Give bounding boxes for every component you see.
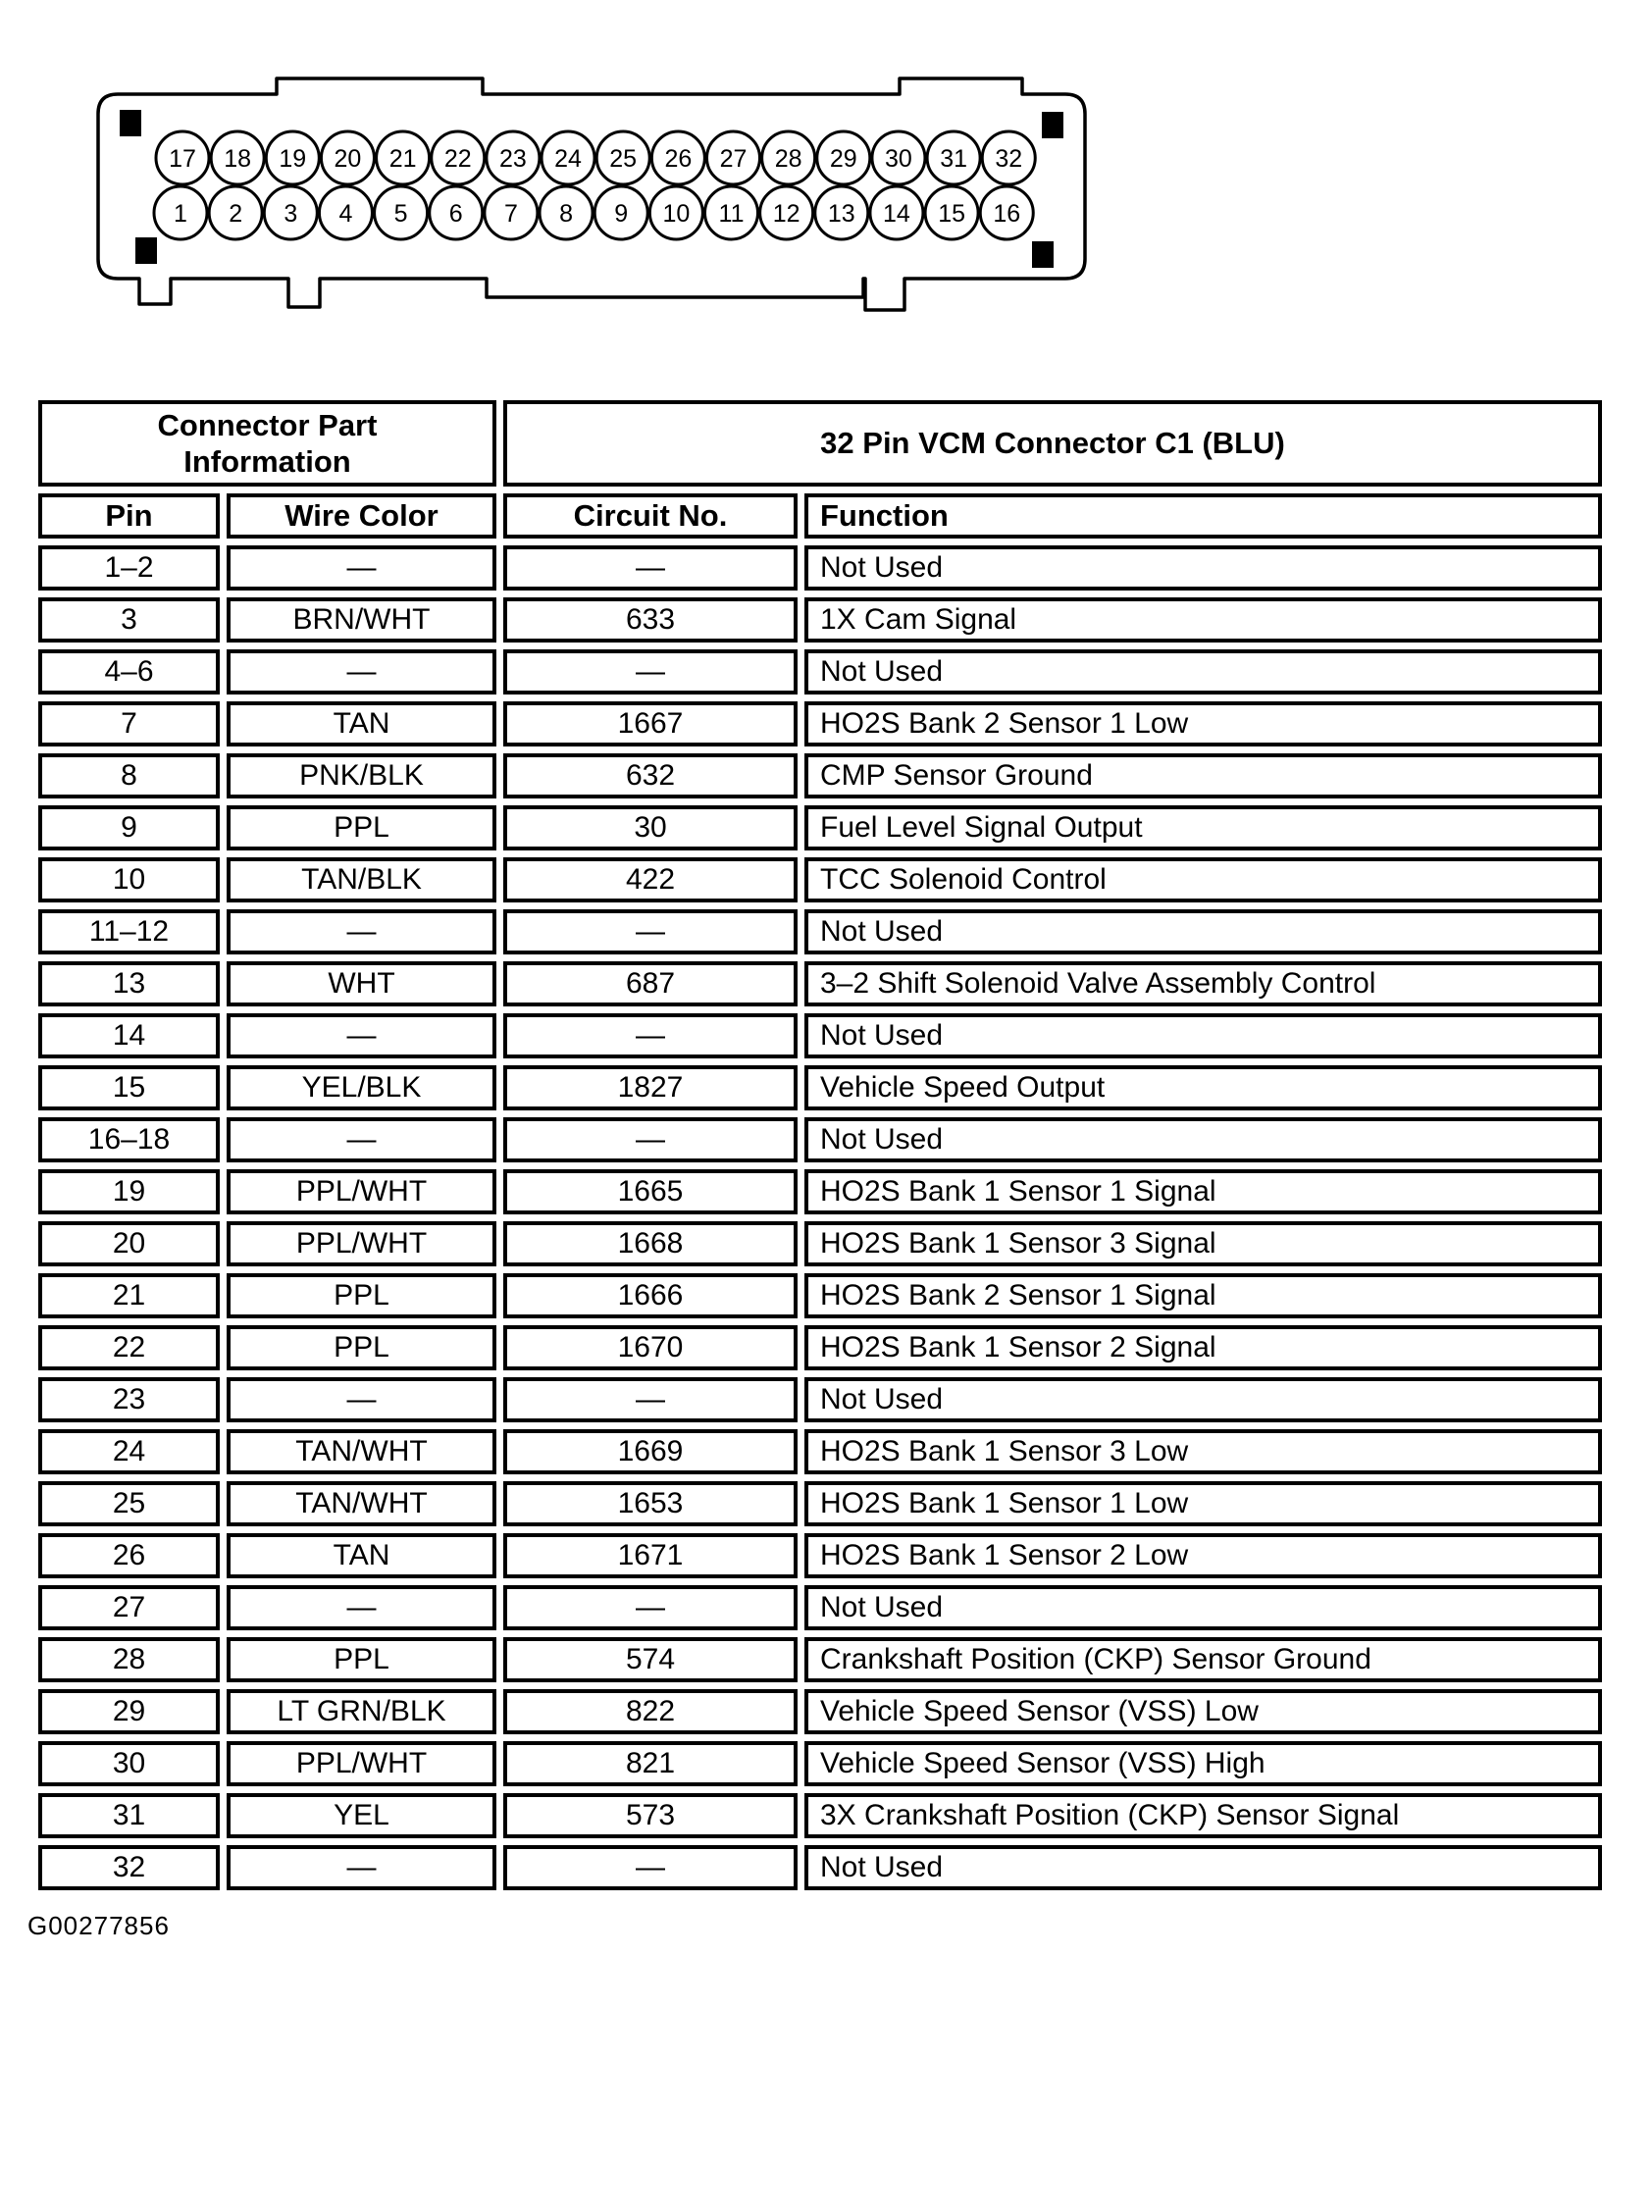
- connector-part-info-label: Connector Part Information: [157, 408, 378, 479]
- pin-cell: 22: [38, 1325, 220, 1370]
- circuit-no-cell: —: [503, 1013, 798, 1058]
- circuit-no-cell: 821: [503, 1741, 798, 1786]
- pin-number: 30: [885, 145, 912, 173]
- table-row: [38, 649, 1602, 694]
- pin-number: 12: [772, 200, 800, 228]
- circuit-no-cell: 1671: [503, 1533, 798, 1578]
- pin-number: 1: [174, 200, 187, 228]
- pin-cell: 30: [38, 1741, 220, 1786]
- pin-number: 26: [664, 145, 693, 173]
- function-cell: Not Used: [804, 1845, 1602, 1890]
- table-row: [38, 1221, 1602, 1266]
- column-header-pin: Pin: [38, 493, 220, 539]
- wire-color-cell: PPL/WHT: [227, 1741, 496, 1786]
- circuit-no-cell: —: [503, 1845, 798, 1890]
- pin-number: 22: [443, 145, 472, 173]
- pin-cell: 4–6: [38, 649, 220, 694]
- pin-cell: 1–2: [38, 545, 220, 591]
- pin-row-top: [156, 131, 1035, 184]
- function-cell: Crankshaft Position (CKP) Sensor Ground: [804, 1637, 1602, 1682]
- circuit-no-cell: 422: [503, 857, 798, 902]
- table-row: [38, 1429, 1602, 1474]
- pinout-table-body: [38, 545, 1602, 1890]
- table-row: [38, 1013, 1602, 1058]
- wire-color-cell: PPL/WHT: [227, 1169, 496, 1214]
- table-row: [38, 753, 1602, 798]
- column-header-wire-color: Wire Color: [227, 493, 496, 539]
- pin-cell: 19: [38, 1169, 220, 1214]
- pin-cell: 13: [38, 961, 220, 1006]
- column-header-row: [38, 493, 1602, 539]
- function-cell: HO2S Bank 1 Sensor 3 Low: [804, 1429, 1602, 1474]
- circuit-no-cell: 822: [503, 1689, 798, 1734]
- function-cell: HO2S Bank 1 Sensor 1 Signal: [804, 1169, 1602, 1214]
- function-cell: Not Used: [804, 1377, 1602, 1422]
- circuit-no-cell: 1669: [503, 1429, 798, 1474]
- pin-number: 15: [938, 200, 966, 228]
- pinout-table-header: [38, 400, 1602, 539]
- wire-color-cell: BRN/WHT: [227, 597, 496, 643]
- circuit-no-cell: —: [503, 909, 798, 954]
- wire-color-cell: WHT: [227, 961, 496, 1006]
- function-cell: HO2S Bank 1 Sensor 2 Signal: [804, 1325, 1602, 1370]
- table-row: [38, 1533, 1602, 1578]
- circuit-no-cell: 1667: [503, 701, 798, 746]
- table-row: [38, 1741, 1602, 1786]
- function-cell: Not Used: [804, 1585, 1602, 1630]
- wire-color-cell: PPL/WHT: [227, 1221, 496, 1266]
- function-cell: Not Used: [804, 909, 1602, 954]
- function-cell: Not Used: [804, 545, 1602, 591]
- pin-cell: 10: [38, 857, 220, 902]
- table-row: [38, 597, 1602, 643]
- column-header-function: Function: [804, 493, 1602, 539]
- pin-number: 31: [940, 145, 968, 173]
- pin-cell: 9: [38, 805, 220, 850]
- function-cell: Vehicle Speed Output: [804, 1065, 1602, 1110]
- pin-cell: 3: [38, 597, 220, 643]
- wire-color-cell: —: [227, 1845, 496, 1890]
- wire-color-cell: —: [227, 1117, 496, 1162]
- pin-number: 25: [609, 145, 638, 173]
- circuit-no-cell: —: [503, 1117, 798, 1162]
- pin-cell: 32: [38, 1845, 220, 1890]
- wire-color-cell: PNK/BLK: [227, 753, 496, 798]
- figure-id: G00277856: [27, 1911, 170, 1940]
- table-row: [38, 1637, 1602, 1682]
- circuit-no-cell: —: [503, 1585, 798, 1630]
- table-title-row: [38, 400, 1602, 487]
- pin-number: 32: [995, 145, 1023, 173]
- circuit-no-cell: 632: [503, 753, 798, 798]
- circuit-no-cell: 574: [503, 1637, 798, 1682]
- function-cell: HO2S Bank 1 Sensor 1 Low: [804, 1481, 1602, 1526]
- pin-number: 11: [718, 200, 745, 228]
- table-row: [38, 1689, 1602, 1734]
- table-row: [38, 1377, 1602, 1422]
- pin-number: 4: [338, 200, 353, 228]
- wire-color-cell: TAN/WHT: [227, 1481, 496, 1526]
- table-row: [38, 805, 1602, 850]
- pin-number: 9: [614, 200, 629, 228]
- function-cell: CMP Sensor Ground: [804, 753, 1602, 798]
- pin-number: 29: [829, 145, 857, 173]
- circuit-no-cell: 1827: [503, 1065, 798, 1110]
- function-cell: Not Used: [804, 1117, 1602, 1162]
- circuit-no-cell: 1670: [503, 1325, 798, 1370]
- pin-number: 20: [334, 145, 362, 173]
- wire-color-cell: —: [227, 1585, 496, 1630]
- pin-number: 21: [388, 145, 417, 173]
- pin-cell: 28: [38, 1637, 220, 1682]
- pin-cell: 27: [38, 1585, 220, 1630]
- pinout-table: [31, 393, 1609, 1897]
- pin-number: 23: [498, 145, 527, 173]
- key-block-top-left: [120, 110, 141, 136]
- wire-color-cell: YEL/BLK: [227, 1065, 496, 1110]
- column-header-circuit-no: Circuit No.: [503, 493, 798, 539]
- function-cell: 3–2 Shift Solenoid Valve Assembly Control: [804, 961, 1602, 1006]
- circuit-no-cell: 687: [503, 961, 798, 1006]
- pin-cell: 15: [38, 1065, 220, 1110]
- function-cell: Not Used: [804, 1013, 1602, 1058]
- pin-number: 18: [224, 145, 252, 173]
- circuit-no-cell: 1665: [503, 1169, 798, 1214]
- wire-color-cell: —: [227, 649, 496, 694]
- connector-diagram: [14, 33, 1652, 342]
- circuit-no-cell: —: [503, 545, 798, 591]
- circuit-no-cell: 633: [503, 597, 798, 643]
- function-cell: Fuel Level Signal Output: [804, 805, 1602, 850]
- table-row: [38, 909, 1602, 954]
- table-row: [38, 961, 1602, 1006]
- function-cell: 1X Cam Signal: [804, 597, 1602, 643]
- pin-number: 5: [393, 200, 408, 228]
- table-row: [38, 1793, 1602, 1838]
- wire-color-cell: —: [227, 909, 496, 954]
- wire-color-cell: —: [227, 545, 496, 591]
- circuit-no-cell: —: [503, 1377, 798, 1422]
- wire-color-cell: TAN/WHT: [227, 1429, 496, 1474]
- pin-number: 13: [827, 200, 855, 228]
- function-cell: HO2S Bank 1 Sensor 2 Low: [804, 1533, 1602, 1578]
- pin-cell: 29: [38, 1689, 220, 1734]
- connector-outline-svg: [14, 33, 1132, 337]
- pin-number: 19: [279, 145, 307, 173]
- function-cell: Vehicle Speed Sensor (VSS) High: [804, 1741, 1602, 1786]
- pin-cell: 25: [38, 1481, 220, 1526]
- circuit-no-cell: 1653: [503, 1481, 798, 1526]
- table-row: [38, 1481, 1602, 1526]
- wire-color-cell: —: [227, 1377, 496, 1422]
- pin-number: 3: [284, 200, 298, 228]
- pin-number: 7: [503, 200, 518, 228]
- pin-cell: 20: [38, 1221, 220, 1266]
- wire-color-cell: TAN/BLK: [227, 857, 496, 902]
- pin-cell: 16–18: [38, 1117, 220, 1162]
- circuit-no-cell: 1668: [503, 1221, 798, 1266]
- key-block-bottom-left: [135, 237, 157, 264]
- wire-color-cell: PPL: [227, 1273, 496, 1318]
- table-row: [38, 1065, 1602, 1110]
- table-row: [38, 1845, 1602, 1890]
- wire-color-cell: PPL: [227, 1325, 496, 1370]
- pin-cell: 7: [38, 701, 220, 746]
- wire-color-cell: YEL: [227, 1793, 496, 1838]
- function-cell: HO2S Bank 2 Sensor 1 Signal: [804, 1273, 1602, 1318]
- table-row: [38, 1169, 1602, 1214]
- pin-cell: 31: [38, 1793, 220, 1838]
- circuit-no-cell: 573: [503, 1793, 798, 1838]
- pin-number: 8: [559, 200, 574, 228]
- function-cell: Not Used: [804, 649, 1602, 694]
- function-cell: HO2S Bank 2 Sensor 1 Low: [804, 701, 1602, 746]
- wire-color-cell: TAN: [227, 1533, 496, 1578]
- table-row: [38, 1325, 1602, 1370]
- pin-cell: 24: [38, 1429, 220, 1474]
- key-block-bottom-right: [1032, 241, 1054, 268]
- pin-number: 28: [774, 145, 802, 173]
- connector-title-header: 32 Pin VCM Connector C1 (BLU): [503, 400, 1602, 487]
- pin-number: 24: [554, 145, 582, 173]
- table-row: [38, 545, 1602, 591]
- function-cell: HO2S Bank 1 Sensor 3 Signal: [804, 1221, 1602, 1266]
- table-row: [38, 1117, 1602, 1162]
- pin-number: 16: [993, 200, 1021, 228]
- function-cell: Vehicle Speed Sensor (VSS) Low: [804, 1689, 1602, 1734]
- pin-number: 17: [169, 145, 196, 173]
- table-row: [38, 1273, 1602, 1318]
- table-row: [38, 701, 1602, 746]
- pin-cell: 8: [38, 753, 220, 798]
- pin-cell: 26: [38, 1533, 220, 1578]
- table-row: [38, 1585, 1602, 1630]
- key-block-top-right: [1042, 112, 1063, 138]
- pin-number: 6: [448, 200, 463, 228]
- wire-color-cell: PPL: [227, 805, 496, 850]
- circuit-no-cell: 30: [503, 805, 798, 850]
- pin-number: 10: [662, 200, 691, 228]
- pin-number: 27: [719, 145, 748, 173]
- pin-row-bottom: [154, 186, 1033, 239]
- wire-color-cell: TAN: [227, 701, 496, 746]
- function-cell: TCC Solenoid Control: [804, 857, 1602, 902]
- connector-part-info-header: [38, 400, 496, 487]
- table-row: [38, 857, 1602, 902]
- pin-cell: 11–12: [38, 909, 220, 954]
- pin-cell: 23: [38, 1377, 220, 1422]
- circuit-no-cell: 1666: [503, 1273, 798, 1318]
- wire-color-cell: —: [227, 1013, 496, 1058]
- pin-cell: 14: [38, 1013, 220, 1058]
- function-cell: 3X Crankshaft Position (CKP) Sensor Signal: [804, 1793, 1602, 1838]
- wire-color-cell: LT GRN/BLK: [227, 1689, 496, 1734]
- pin-cell: 21: [38, 1273, 220, 1318]
- pin-number: 14: [883, 200, 910, 228]
- pin-number: 2: [229, 200, 243, 228]
- wire-color-cell: PPL: [227, 1637, 496, 1682]
- circuit-no-cell: —: [503, 649, 798, 694]
